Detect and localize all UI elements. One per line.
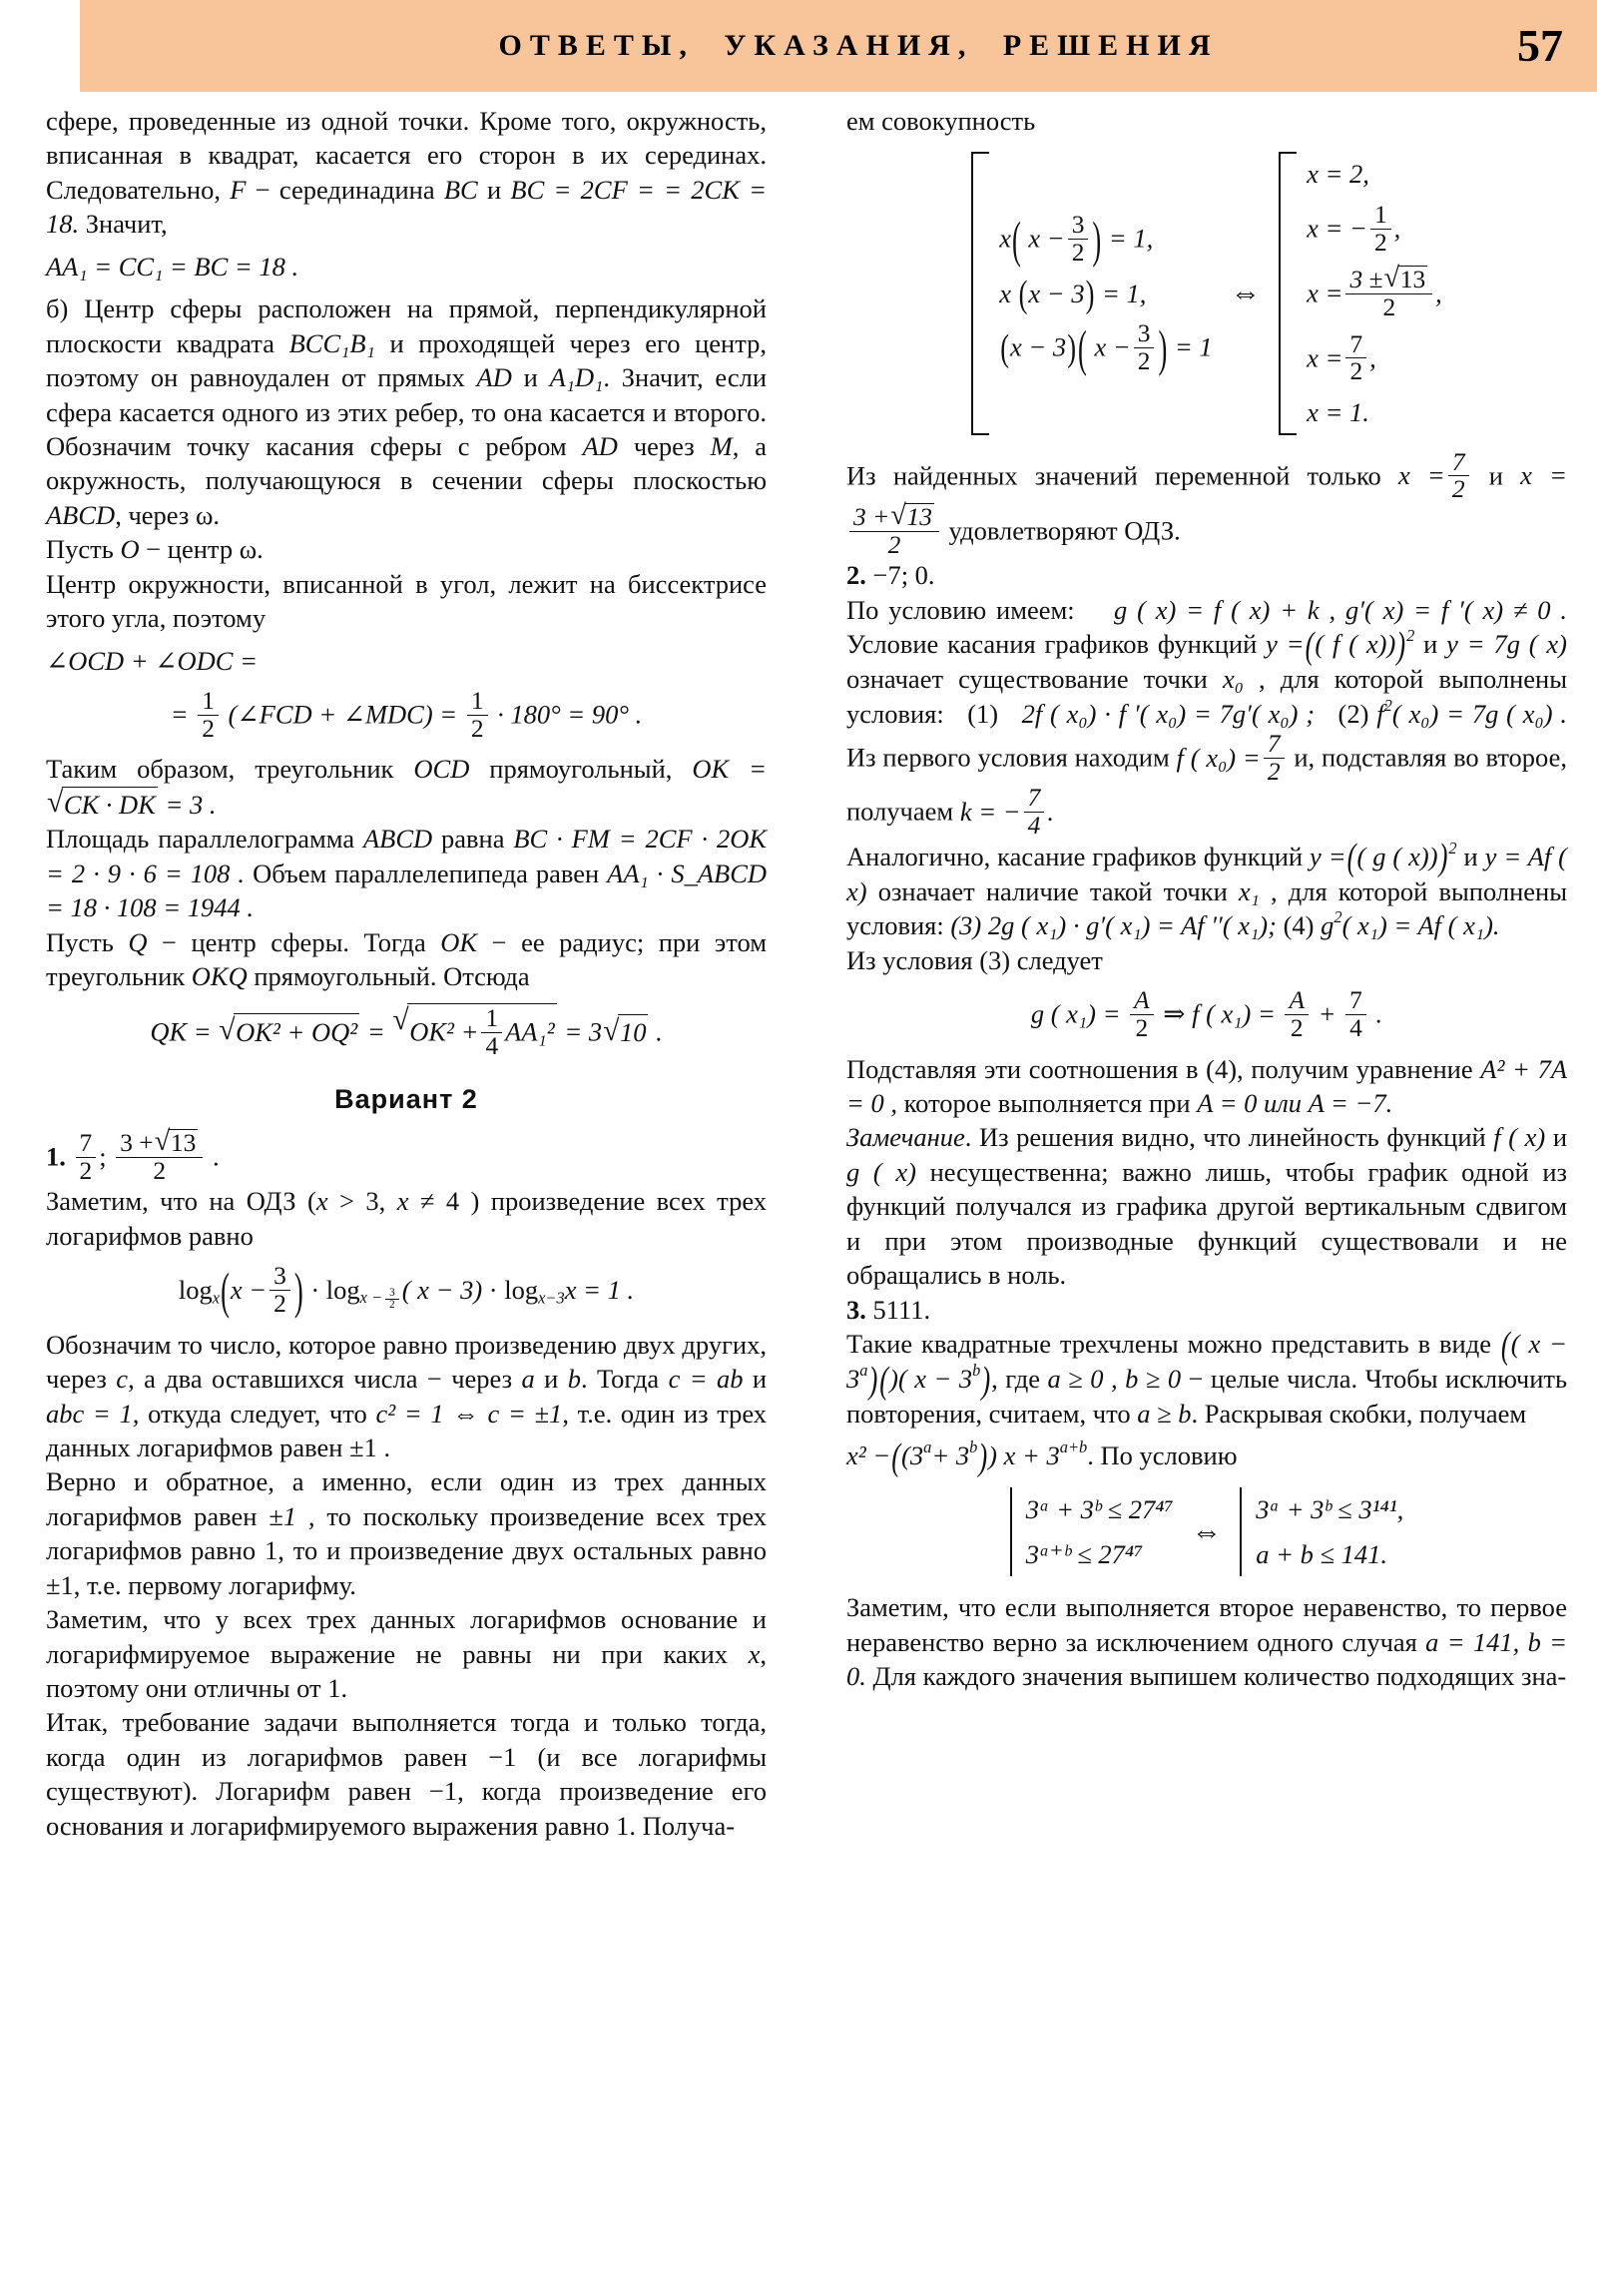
sqrt-13-b: √ 13: [890, 503, 934, 531]
fraction-3-over-2-a: $\frac{3}{2}$: [269, 1263, 290, 1317]
page-header-band: [80, 0, 1597, 92]
math-x1: x₁: [1238, 875, 1260, 906]
math-F: F: [230, 174, 247, 205]
math-y-eq-7gx: y = 7g ( x): [1446, 629, 1568, 660]
fraction-3-plus-sqrt13-over-2-b: $\frac{3 + √ 13}{2}$: [849, 503, 939, 558]
math-c: c: [116, 1364, 129, 1395]
paragraph-denote-c: Обозначим то число, которое равно произведению двух других, через c, а два оставшихся числа − через a и b. Тогда c = ab и abc = 1, откуда следует, что c² = 1 ⇔ c = ±1, т.е. один из трех данных логарифмов равен ±1 .: [46, 1329, 768, 1462]
fraction-3-over-2-s1: $\frac{3}{2}$: [1068, 212, 1089, 266]
math-k-eq-minus-7-4: k = − $\frac{7}{4}$ .: [959, 783, 1054, 841]
math-a: a: [521, 1364, 535, 1395]
paren-open-s1: (: [1011, 211, 1021, 269]
paragraph-analogously: Аналогично, касание графиков функций y =(( g ( x)))$^2$ и y = Af ( x) означает наличие такой точки x₁ , для которой выполнены условия: (3) 2g ( x₁) · g′( x₁) = Af ′′( x₁); (4) $g^2$( x₁) = Af ( x₁).: [846, 835, 1568, 941]
sqrt-ok2-oq2: √ OK² + OQ²: [219, 1013, 359, 1049]
condition-number-2: (2): [1337, 698, 1369, 729]
math-b-eq-0: b = 0.: [846, 1626, 1568, 1692]
math-c-eq-ab: c = ab: [668, 1364, 744, 1395]
math-condition-1: 2f ( x₀) · f ′( x₀) = 7g′( x₀) ;: [1021, 698, 1316, 729]
item-number-2: 2.: [846, 560, 866, 591]
equation-gx1-fx1: g ( x₁) = $\frac{A}{2}$ ⇒ f ( x₁) = $\frac{A}{2}$ + $\frac{7}{4}$ .: [1030, 985, 1383, 1042]
math-g-eq-f-plus-k: g ( x) = f ( x) + k ,: [1114, 594, 1336, 625]
math-A1D1: A₁D₁: [549, 362, 604, 393]
fraction-3-over-2-sub: $\frac{3}{2}$: [385, 1288, 399, 1312]
paren-close-s3b: ): [1158, 319, 1168, 377]
paragraph-substitute-4: Подставляя эти соотношения в (4), получим уравнение A² + 7A = 0 , которое выполняется при A = 0 или A = −7.: [846, 1053, 1568, 1118]
paragraph-bases-note: Заметим, что у всех трех данных логарифмов основание и логарифмируемое выражение не равны ни при каких x, поэтому они отличны от 1.: [46, 1604, 767, 1704]
inequality-system-block: [846, 1487, 1567, 1576]
answer-item-2: [846, 558, 1567, 592]
fraction-one-quarter: $\frac{1}{4}$: [481, 1005, 502, 1059]
fraction-one-half-2: $\frac{1}{2}$: [467, 688, 488, 742]
math-AD: AD: [476, 362, 512, 393]
sqrt-10: √ 10: [603, 1014, 648, 1049]
inequality-equivalence-symbol: ⇔: [1191, 1513, 1223, 1548]
equation-qk: QK = √ OK² + OQ² = √ OK² + $\frac{1}{4}$ AA₁² = 3 √ 10 .: [46, 1003, 767, 1059]
solution-line-1: x = 2,: [1307, 159, 1369, 190]
sqrt-ck-dk: √ CK · DK: [47, 787, 158, 822]
fraction-7-over-2-c: $\frac{7}{2}$: [1264, 731, 1285, 785]
item-2-answer: −7; 0.: [872, 560, 935, 591]
equation-triple-log: $\log_x(x$ − $\frac{3}{2}$ ) · $\log_{x - \frac{3}{2}}$ ( $x - 3) \cdot \log_{x-3}x = 1$ .: [46, 1263, 767, 1317]
solution-line-3: x = $\frac{3 \pm √ 13}{2}$ ,: [1307, 261, 1442, 325]
math-BC: BC: [443, 174, 478, 205]
answer-item-1: 1. $\frac{7}{2}$ ; $\frac{3 + √ 13}{2}$ .: [46, 1129, 767, 1184]
math-c2-eq-1: c² = 1 ⇔ c = ±1: [375, 1398, 563, 1429]
math-OK: OK: [692, 754, 730, 785]
math-omega: ω: [195, 499, 214, 530]
paren-close-s3a: ): [1067, 325, 1077, 370]
fraction-7-over-2-sol: $\frac{7}{2}$: [1345, 331, 1366, 385]
equation-system-block: [846, 152, 1567, 434]
math-M: M: [710, 430, 733, 461]
paren-close-s1: ): [1092, 211, 1102, 269]
bracket-left-solutions: [1279, 152, 1297, 434]
brace-left-inequalities-2: [1240, 1487, 1242, 1576]
math-abc-eq-1: abc = 1,: [46, 1398, 140, 1429]
paragraph-condition-given: По условию имеем: g ( x) = f ( x) + k , g′( x) = f ′( x) ≠ 0 . Условие касания графиков функций y =(( f ( x)))$^2$ и y = 7g ( x) означает существование точки x₀ , для которой выполнены условия: (1) 2f ( x₀) · f ′( x₀) = 7g′( x₀) ; (2) $f^2$( x₀) = 7g ( x₀) . Из первого условия находим f ( x₀) = $\frac{7}{2}$ и, подставляя во второе, получаем k = − $\frac{7}{4}$ .: [846, 594, 1568, 841]
item-number-1: 1.: [46, 1141, 66, 1172]
sqrt-13: √ 13: [155, 1129, 199, 1157]
paragraph-let-O: Пусть O − центр ω.: [46, 534, 264, 565]
bracket-left-system: [971, 152, 989, 434]
inequality-line-1: 3ᵃ + 3ᵇ ≤ 27⁴⁷: [1025, 1494, 1174, 1525]
paragraph-conclusion: Итак, требование задачи выполняется тогда и только тогда, когда один из логарифмов равен −1 (и все логарифмы существуют). Логарифм равен −1, когда произведение его основания и логарифмируемого выражения равно 1. Получа-: [46, 1707, 767, 1841]
math-pm-1: ±1 ,: [268, 1500, 315, 1531]
paragraph-odz-note: Заметим, что на ОДЗ (x > 3, x ≠ 4 ) произведение всех трех логарифмов равно: [46, 1186, 767, 1251]
math-condition-2: $f^2$( x₀) = 7g ( x₀) .: [1376, 695, 1568, 729]
math-ABCD-2: ABCD: [362, 824, 433, 855]
math-x0: x₀: [1222, 664, 1244, 695]
math-A2-plus-7A: A² + 7A = 0 ,: [846, 1053, 1568, 1118]
paren-open-s3a: (: [1000, 325, 1010, 370]
answer-item-3: [846, 1293, 1567, 1327]
section-heading-variant-2: Вариант 2: [334, 1083, 478, 1114]
condition-number-4: (4): [1283, 910, 1315, 941]
sqrt-ok2-quarter-aa1: √ OK² + $\frac{1}{4}$ AA₁²: [392, 1003, 556, 1059]
math-x-2: x: [396, 1186, 409, 1217]
math-area-equation: BC · FM = 2CF · 2OK = 2 · 9 · 6 = 108 .: [46, 824, 768, 888]
math-O: O: [120, 534, 140, 565]
paragraph-trinomials: Такие квадратные трехчлены можно представить в виде (( $x - 3^a)()$( $x - 3^b$), где a ≥ 0 , b ≥ 0 − целые числа. Чтобы исключить повторения, считаем, что a ≥ b. Раскрывая скобки, получаем: [846, 1322, 1568, 1429]
fraction-3pm-sqrt13-over-2: $\frac{3 \pm √ 13}{2}$: [1345, 266, 1432, 320]
system-line-1: x( x − $\frac{3}{2}$ ) = 1,: [999, 207, 1212, 271]
math-ABCD: ABCD: [46, 499, 116, 530]
math-OK-2: OK: [440, 926, 478, 957]
inequality-left-lines: [1026, 1487, 1174, 1576]
math-OKQ: OKQ: [191, 961, 248, 992]
sqrt-13-sol: √ 13: [1383, 266, 1427, 293]
system-line-2: x (x − 3) = 1,: [999, 272, 1212, 316]
fraction-one-half: $\frac{1}{2}$: [198, 688, 219, 742]
equivalence-symbol: ⇔: [1230, 276, 1262, 310]
solution-line-2: x = − $\frac{1}{2}$ ,: [1307, 199, 1401, 257]
math-b-ge-0: b ≥ 0: [1125, 1363, 1182, 1394]
page-title: ОТВЕТЫ, УКАЗАНИЯ, РЕШЕНИЯ: [498, 29, 1219, 62]
paragraph-b-sphere-center: б) Центр сферы расположен на прямой, перпендикулярной плоскости квадрата BCC₁B₁ и проходящей через его центр, поэтому он равноудален от прямых AD и A₁D₁. Значит, если сфера касается одного из этих ребер, то она касается и второго. Обозначим точку касания сферы с ребром AD через M, а окружность, получающуюся в сечении сферы плоскостью ABCD, через ω.: [46, 293, 768, 530]
fraction-3-over-2-s3: $\frac{3}{2}$: [1134, 320, 1155, 374]
math-y-eq-Afx: y = Af ( x): [846, 841, 1568, 906]
condition-number-1: (1): [967, 698, 999, 729]
math-volume-equation: AA₁ · S_ABCD = 18 · 108 = 1944 .: [46, 858, 768, 923]
math-x-eq-7-2: x = $\frac{7}{2}$: [1398, 460, 1472, 490]
solution-line-5: x = 1.: [1307, 397, 1369, 428]
math-OCD: OCD: [413, 754, 470, 785]
paragraph-triangle-ocd: Таким образом, треугольник OCD прямоугольный, OK = √ CK · DK = 3 .: [46, 752, 767, 822]
paragraph-area-parallelogram: Площадь параллелограмма ABCD равна BC · FM = 2CF · 2OK = 2 · 9 · 6 = 108 . Объем параллелепипеда равен AA₁ · S_ABCD = 18 · 108 = 1944 .: [46, 824, 768, 923]
paren-open-s3b: (: [1078, 319, 1087, 377]
math-AD-2: AD: [582, 430, 618, 461]
math-x-1: x: [315, 1186, 328, 1217]
equation-expanded-trinomial: $x^2 -((3^a+ 3^b)) x + 3^{a+b}$. По условию: [846, 1435, 1238, 1478]
math-a-ge-b: a ≥ b: [1137, 1398, 1192, 1429]
equation-angles-line2: = $\frac{1}{2}$ (∠FCD + ∠MDC) = $\frac{1}{2}$ · 180° = 90° .: [170, 686, 643, 743]
equation-aa1: AA₁ = CC₁ = BC = 18 .: [46, 251, 299, 282]
math-condition-4: $g^2$( x₁) = Af ( x₁).: [1321, 907, 1500, 941]
math-fx0-eq-7-2: f ( x₀) = $\frac{7}{2}$: [1177, 743, 1288, 773]
math-gx: g ( x): [846, 1156, 916, 1187]
paragraph-bisector: Центр окружности, вписанной в угол, лежит на биссектрисе этого угла, поэтому: [46, 568, 767, 634]
math-omega-2: ω: [239, 534, 258, 565]
fraction-7-over-4: $\frac{7}{4}$: [1024, 785, 1045, 839]
math-expanded: $x^2 -((3^a+ 3^b)) x + 3^{a+b}$: [846, 1435, 1088, 1478]
system-right-lines: [1307, 152, 1442, 434]
math-gprime-eq-fprime: g′( x) = f ′( x) ≠ 0 .: [1344, 594, 1568, 625]
paragraph-remark: Замечание. Из решения видно, что линейность функций f ( x) и g ( x) несущественна; важно лишь, чтобы график одной из функций получался из графика другой вертикальным сдвигом и при этом производные функций существовали и не обращались в ноль.: [846, 1122, 1568, 1291]
math-condition-3: (3) 2g ( x₁) · g′( x₁) = Af ′′( x₁);: [950, 910, 1277, 941]
inequality-right-lines: [1256, 1487, 1403, 1576]
math-fx: f ( x): [1493, 1122, 1546, 1153]
paren-close-s2: ): [1085, 272, 1095, 315]
inequality-line-4: a + b ≤ 141.: [1256, 1538, 1388, 1569]
inequality-line-3: 3ᵃ + 3ᵇ ≤ 3¹⁴¹,: [1256, 1494, 1404, 1525]
paragraph-only-values: Из найденных значений переменной только x = $\frac{7}{2}$ и x = $\frac{3 + √ 13}{2}$ удовлетворяют ОДЗ.: [846, 449, 1567, 559]
paren-open-s2: (: [1018, 272, 1028, 315]
math-y-eq-fx-squared: y =(( f ( x)))$^2$: [1266, 622, 1415, 667]
right-column: [846, 104, 1567, 1694]
paragraph-set-intro: ем совокупность: [846, 106, 1036, 136]
paragraph-sphere-intro: сфере, проведенные из одной точки. Кроме того, окружность, вписанная в квадрат, касается его сторон в их серединах. Следовательно, F − серединадина BC и BC = 2CF = = 2CK = 18. Значит,: [46, 106, 768, 240]
equation-angles-line1: ∠OCD + ∠ODC =: [46, 645, 258, 676]
remark-label: Замечание: [846, 1122, 965, 1153]
item-number-3: 3.: [846, 1294, 866, 1325]
paren-close-1: ): [293, 1262, 303, 1320]
math-y-eq-gx-squared: y =(( g ( x)))$^2$: [1310, 835, 1457, 879]
item-3-answer: 5111.: [872, 1294, 931, 1325]
math-bc-equation: BC = 2CF = = 2CK = 18.: [46, 174, 768, 240]
fraction-7-over-4-b: $\frac{7}{4}$: [1345, 987, 1366, 1041]
fraction-1-over-2-sol: $\frac{1}{2}$: [1370, 202, 1391, 256]
paragraph-converse: Верно и обратное, а именно, если один из трех данных логарифмов равен ±1 , то поскольку произведение всех трех логарифмов равно 1, то и произведение двух остальных равно ±1, т.е. первому логарифму.: [46, 1466, 768, 1600]
math-x-eq-3-sqrt13-2: x = $\frac{3 + √ 13}{2}$: [846, 460, 1567, 545]
solution-line-4: x = $\frac{7}{2}$ ,: [1307, 328, 1376, 386]
paren-open-1: (: [221, 1262, 230, 1320]
math-x-3: x: [748, 1638, 761, 1669]
paragraph-from-condition-3: Из условия (3) следует: [846, 944, 1103, 975]
fraction-7-over-2: $\frac{7}{2}$: [76, 1130, 97, 1184]
page-number: 57: [1517, 20, 1563, 71]
math-a-eq-141: a = 141,: [1425, 1626, 1520, 1657]
left-column: [46, 104, 767, 1843]
inequality-line-2: 3ᵃ⁺ᵇ ≤ 27⁴⁷: [1025, 1538, 1144, 1569]
math-BCC1B1: BCC₁B₁: [288, 327, 375, 358]
math-Q: Q: [128, 926, 148, 957]
fraction-3-plus-sqrt13-over-2: $\frac{3 + √ 13}{2}$: [116, 1129, 203, 1184]
paragraph-final-note: Заметим, что если выполняется второе неравенство, то первое неравенство верно за исключением одного случая a = 141, b = 0. Для каждого значения выпишем количество подходящих зна-: [846, 1592, 1568, 1692]
fraction-A-over-2-b: $\frac{A}{2}$: [1285, 987, 1309, 1041]
math-a-ge-0: a ≥ 0 ,: [1047, 1363, 1118, 1394]
page-body: [0, 92, 1597, 2296]
brace-left-inequalities: [1010, 1487, 1012, 1576]
math-factored-form: (( $x - 3^a)()$( $x - 3^b$): [846, 1322, 1568, 1402]
math-b: b: [567, 1364, 581, 1395]
system-line-3: (x − 3)( x − $\frac{3}{2}$ ) = 1: [999, 315, 1212, 379]
fraction-7-over-2-b: $\frac{7}{2}$: [1448, 449, 1469, 503]
fraction-A-over-2-a: $\frac{A}{2}$: [1130, 987, 1154, 1041]
paragraph-let-Q: Пусть Q − центр сферы. Тогда OK − ее радиус; при этом треугольник OKQ прямоугольный. Отсюда: [46, 926, 768, 992]
math-A-values: A = 0 или A = −7.: [1197, 1087, 1393, 1118]
system-left-lines: [999, 207, 1212, 380]
